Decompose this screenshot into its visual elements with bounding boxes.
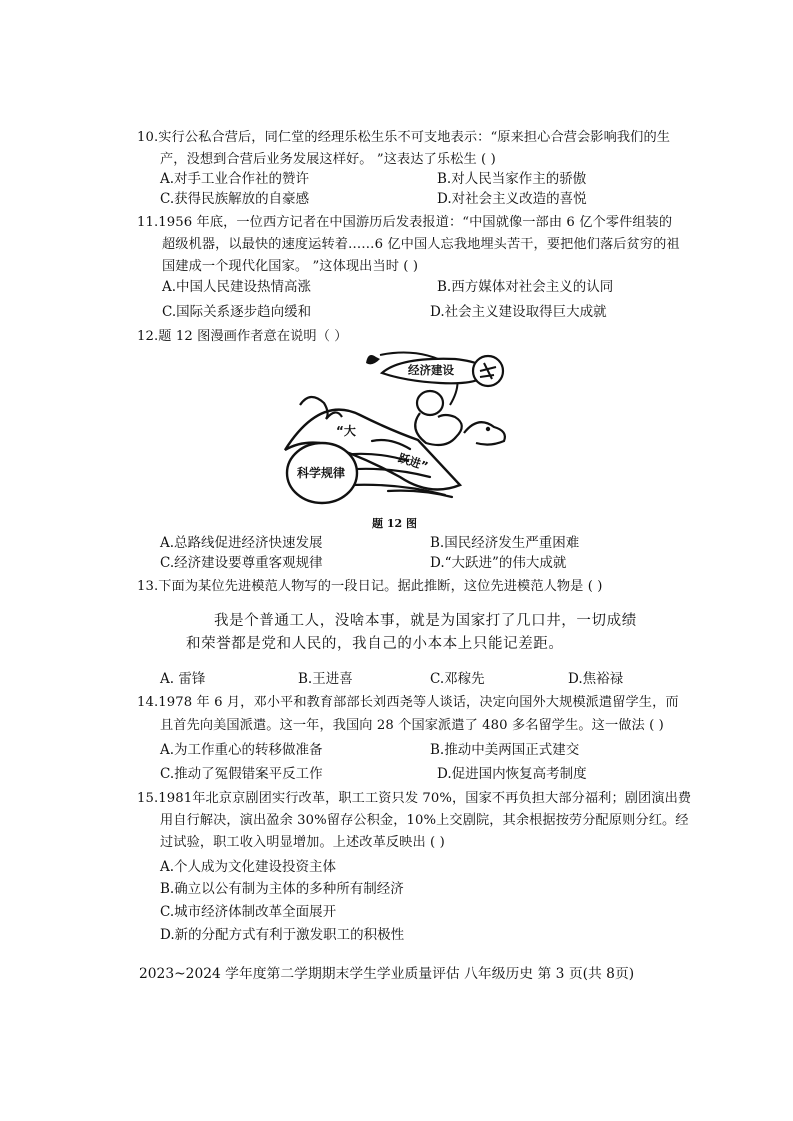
question-10-option-a[interactable]: A.对手工业合作社的赞许 bbox=[160, 171, 310, 187]
question-12-option-b[interactable]: B.国民经济发生严重困难 bbox=[430, 535, 580, 551]
question-15-option-d[interactable]: D.新的分配方式有利于激发职工的积极性 bbox=[160, 927, 405, 943]
label-science: 科学规律 bbox=[297, 466, 346, 480]
diary-quote-line-1: 我是个普通工人，没啥本事，就是为国家打了几口井，一切成绩 bbox=[214, 613, 637, 629]
horse-eye bbox=[486, 427, 490, 431]
question-11-stem-line-1: 11.1956 年底，一位西方记者在中国游历后发表报道：“中国就像一部由 6 亿个零件组装的 bbox=[137, 215, 673, 230]
question-12-option-a[interactable]: A.总路线促进经济快速发展 bbox=[160, 535, 323, 551]
question-13-option-a[interactable]: A. 雷锋 bbox=[160, 671, 206, 687]
small-figure bbox=[300, 397, 342, 419]
question-14-option-a[interactable]: A.为工作重心的转移做准备 bbox=[160, 742, 323, 758]
question-11-option-c[interactable]: C.国际关系逐步趋向缓和 bbox=[162, 304, 312, 320]
cartoon-figure bbox=[280, 345, 520, 510]
question-13-option-b[interactable]: B.王进喜 bbox=[298, 671, 353, 687]
question-12-stem: 12.题 12 图漫画作者意在说明（ ） bbox=[137, 329, 348, 344]
question-15-option-c[interactable]: C.城市经济体制改革全面展开 bbox=[160, 904, 337, 920]
question-11-option-a[interactable]: A.中国人民建设热情高涨 bbox=[162, 279, 312, 295]
question-15-stem-line-3: 过试验，职工收入明显增加。上述改革反映出 ( ) bbox=[160, 835, 445, 850]
horse-head bbox=[464, 422, 505, 444]
rider-body bbox=[415, 413, 462, 445]
question-14-option-d[interactable]: D.促进国内恢复高考制度 bbox=[437, 766, 587, 782]
label-economy: 经济建设 bbox=[408, 363, 454, 377]
page-footer: 2023~2024 学年度第二学期期末学生学业质量评估 八年级历史 第 3 页(共 8页) bbox=[139, 966, 635, 982]
label-yuejin: 跃进” bbox=[396, 450, 430, 474]
question-10-option-b[interactable]: B.对人民当家作主的骄傲 bbox=[437, 171, 587, 187]
question-11-stem-line-2: 超级机器，以最快的速度运转着……6 亿中国人忘我地埋头苦干，要把他们落后贫穷的祖 bbox=[162, 237, 680, 252]
question-10-stem-line-2: 产，没想到合营后业务发展这样好。 ”这表达了乐松生 ( ) bbox=[160, 152, 496, 167]
diary-quote-line-2: 和荣誉都是党和人民的，我自己的小本本上只能记差距。 bbox=[186, 636, 564, 652]
question-10-option-d[interactable]: D.对社会主义改造的喜悦 bbox=[437, 191, 587, 207]
question-14-option-c[interactable]: C.推动了冤假错案平反工作 bbox=[160, 766, 323, 782]
question-15-option-a[interactable]: A.个人成为文化建设投资主体 bbox=[160, 859, 337, 875]
question-10-stem-line-1: 10.实行公私合营后，同仁堂的经理乐松生乐不可支地表示：“原来担心合营会影响我们的生 bbox=[137, 130, 671, 145]
figure-caption: 题 12 图 bbox=[372, 517, 417, 530]
question-12-option-c[interactable]: C.经济建设要尊重客观规律 bbox=[160, 555, 323, 571]
label-da: “大 bbox=[336, 424, 356, 438]
question-11-option-d[interactable]: D.社会主义建设取得巨大成就 bbox=[430, 304, 607, 320]
question-15-stem-line-2: 用自行解决，演出盈余 30%留存公积金，10%上交剧院，其余根据按劳分配原则分红。经 bbox=[160, 813, 689, 828]
question-14-option-b[interactable]: B.推动中美两国正式建交 bbox=[430, 742, 580, 758]
question-13-option-d[interactable]: D.焦裕禄 bbox=[568, 671, 624, 687]
question-14-stem-line-2: 且首先向美国派遣。这一年，我国向 28 个国家派遣了 480 多名留学生。这一做法 ( ) bbox=[160, 718, 664, 733]
rider-head bbox=[417, 391, 443, 415]
question-10-option-c[interactable]: C.获得民族解放的自豪感 bbox=[160, 191, 310, 207]
question-11-option-b[interactable]: B.西方媒体对社会主义的认同 bbox=[437, 279, 614, 295]
question-11-stem-line-3: 国建成一个现代化国家。 ”这体现出当时 ( ) bbox=[162, 259, 419, 274]
question-15-option-b[interactable]: B.确立以公有制为主体的多种所有制经济 bbox=[160, 881, 404, 897]
carrot-leaves bbox=[366, 355, 380, 364]
question-15-stem-line-1: 15.1981年北京京剧团实行改革，职工工资只发 70%，国家不再负担大部分福利；剧团演出费 bbox=[137, 791, 692, 806]
question-13-stem: 13.下面为某位先进模范人物写的一段日记。据此推断，这位先进模范人物是 ( ) bbox=[137, 579, 603, 594]
question-14-stem-line-1: 14.1978 年 6 月，邓小平和教育部部长刘西尧等人谈话，决定向国外大规模派遣留学生，而 bbox=[137, 695, 679, 710]
question-13-option-c[interactable]: C.邓稼先 bbox=[430, 671, 485, 687]
question-12-option-d[interactable]: D.“大跃进”的伟大成就 bbox=[430, 555, 567, 571]
